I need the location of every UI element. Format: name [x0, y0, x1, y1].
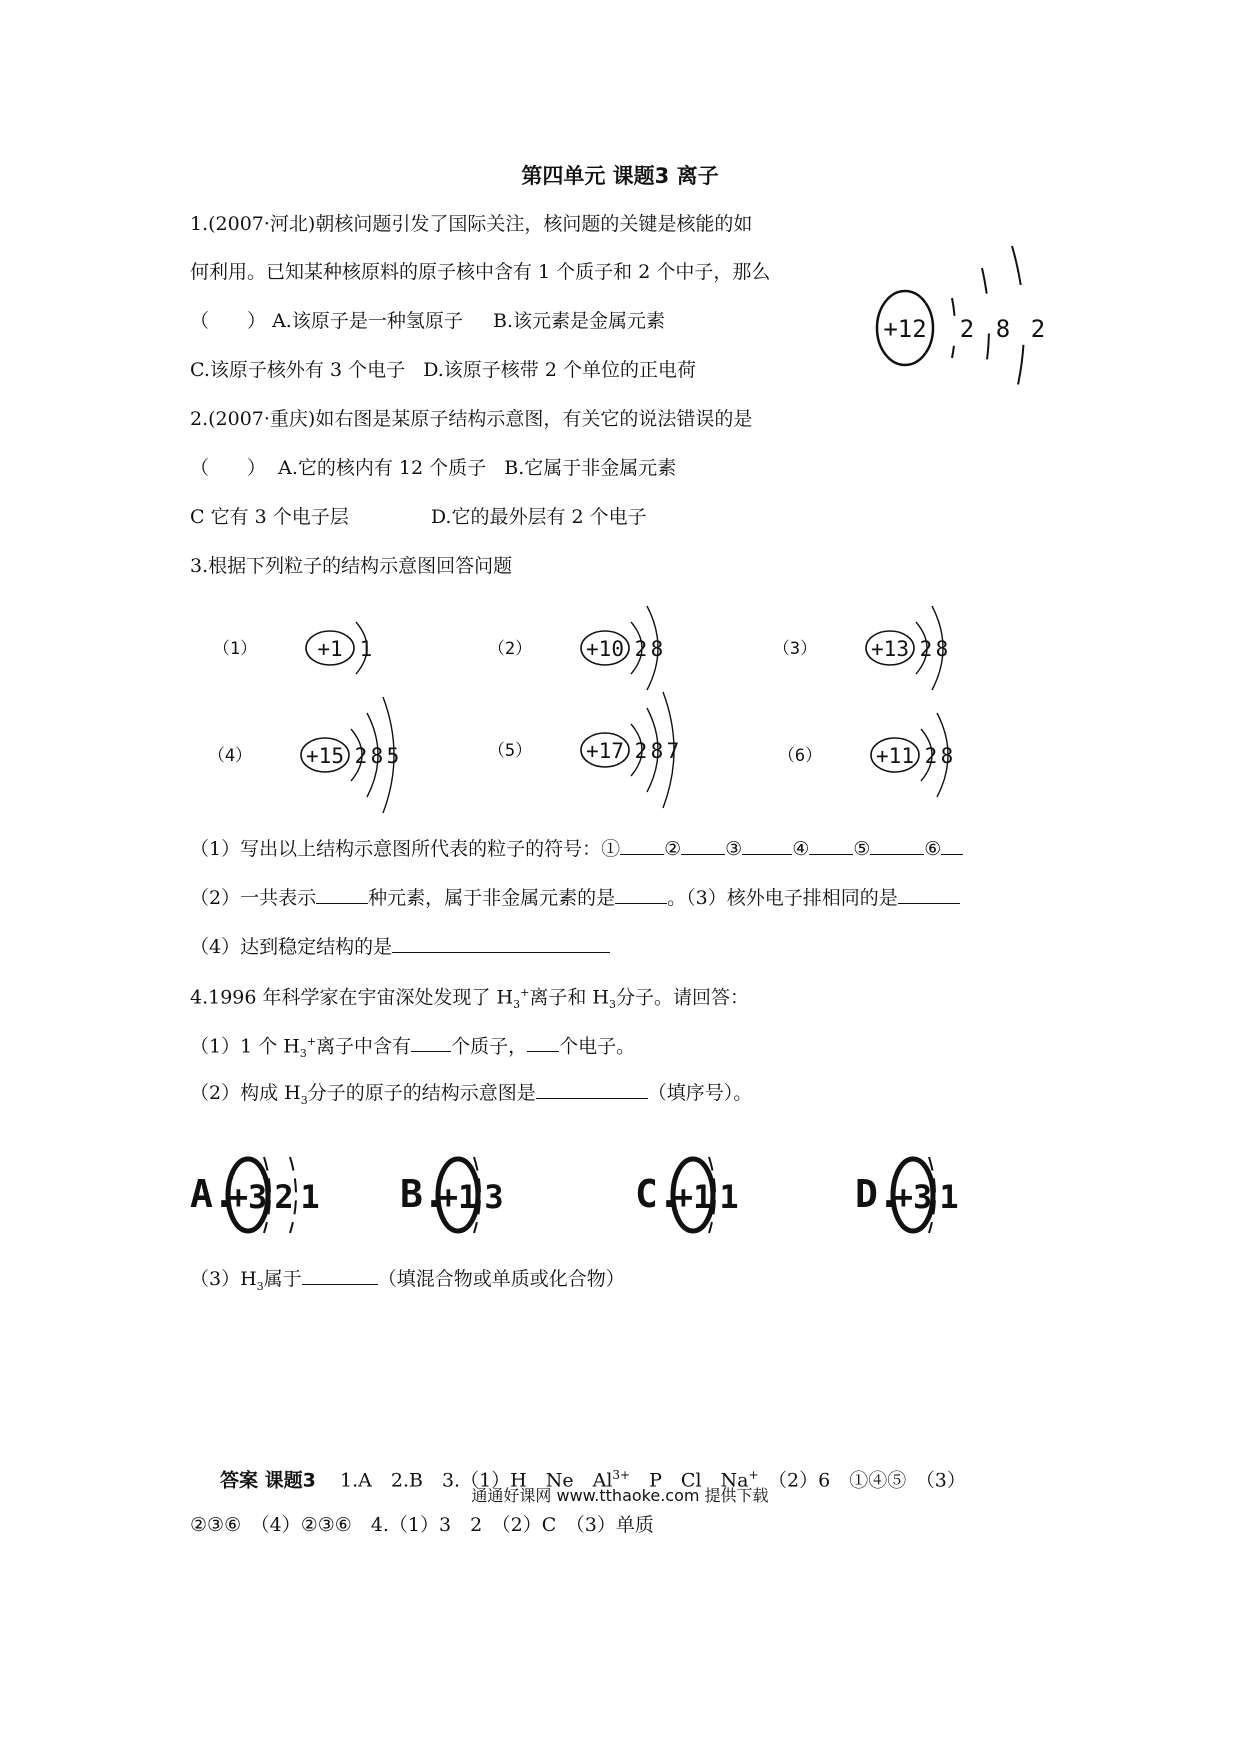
shell-arc-1: [952, 298, 955, 358]
q2-options-ab: [190, 455, 676, 481]
mark-4: ④: [792, 838, 810, 860]
sub-3: 3: [608, 998, 616, 1012]
q1-options-ab: [190, 308, 665, 334]
mark-6: ⑥: [924, 838, 942, 860]
q1-option-b: B.该元素是金属元素: [493, 310, 666, 332]
shell-3-count: 7: [666, 739, 680, 763]
q3-diagram-2: [488, 606, 663, 690]
q3-sub2-text-a: （2）一共表示: [190, 887, 317, 909]
q2-line1: 2.(2007·重庆)如右图是某原子结构示意图，有关它的说法错误的是: [190, 408, 753, 430]
blank-electrons[interactable]: [527, 1031, 559, 1052]
sub-3: 3: [256, 1279, 264, 1293]
shell-1-count: 1: [359, 637, 373, 661]
q3-sub4: [190, 932, 610, 960]
q1-option-c: C.该原子核外有 3 个电子: [190, 359, 406, 381]
q4-sub3-a: （3）H: [190, 1268, 257, 1290]
q4-sub1-d: 个电子。: [559, 1035, 636, 1058]
q4-sub2: [190, 1078, 752, 1114]
shell-2-count: 8: [650, 739, 664, 763]
shell-1-count: 2: [354, 744, 368, 768]
nucleus-charge: +10: [586, 637, 624, 661]
q4-sub1-a: （1）1 个 H: [190, 1035, 300, 1058]
q3-sub2: [190, 883, 960, 911]
q4-option-d: [855, 1157, 959, 1233]
answer-line1-b: P Cl Na: [630, 1469, 749, 1492]
shell-arc-2: [982, 268, 989, 388]
q1-options-cd: [190, 357, 696, 383]
mark-3: ③: [725, 838, 743, 860]
q4-sub1-b: 离子中含有: [316, 1035, 412, 1058]
q2-atom-diagram: [860, 240, 1060, 410]
q2-option-d: D.它的最外层有 2 个电子: [430, 506, 647, 528]
q2-options-cd: [190, 504, 647, 530]
q3-diagram-1: [213, 622, 372, 674]
q2-option-c: C 它有 3 个电子层: [190, 506, 349, 528]
q3-sub4-text: （4）达到稳定结构的是: [190, 936, 393, 958]
q4-stem-c: 分子。请回答：: [615, 986, 749, 1009]
nucleus-charge: +1: [317, 637, 343, 661]
q4-sub2-b: 分子的原子的结构示意图是: [307, 1082, 536, 1104]
shell-1-count: 1: [939, 1178, 959, 1216]
nucleus-charge: +17: [586, 739, 624, 763]
shell-1-count: 3: [484, 1178, 504, 1216]
shell-1-count: 2: [959, 315, 975, 343]
shell-1-count: 2: [274, 1178, 294, 1216]
shell-arc-3: [1012, 246, 1024, 408]
q4-sub3-b: 属于: [263, 1268, 302, 1290]
diagram-label: （2）: [487, 639, 533, 659]
sup-plus: +: [520, 986, 530, 999]
blank-classification[interactable]: [302, 1264, 378, 1285]
blank-stable[interactable]: [392, 932, 610, 953]
answer-line1-a: 1.A 2.B 3.（1）H Ne Al: [340, 1469, 613, 1492]
sub-3: 3: [299, 1047, 307, 1061]
shell-1-count: 2: [634, 739, 648, 763]
nucleus-charge: +15: [306, 744, 344, 768]
nucleus-charge: +1: [673, 1178, 713, 1216]
option-label: A.: [190, 1172, 236, 1216]
q3-sub1-text: （1）写出以上结构示意图所代表的粒子的符号：: [190, 838, 602, 860]
q4-sub3: [190, 1264, 625, 1300]
option-label: C.: [635, 1172, 681, 1216]
shell-2-count: 8: [370, 744, 384, 768]
shell-3-count: 5: [386, 744, 400, 768]
q4-stem-b: 离子和 H: [529, 986, 609, 1009]
blank-3[interactable]: [742, 834, 792, 855]
q1-line1: 1.(2007·河北)朝核问题引发了国际关注，核问题的关键是核能的如: [190, 213, 753, 235]
blank-same-arrangement[interactable]: [898, 883, 960, 904]
nucleus-charge: +11: [876, 744, 914, 768]
footer-credit: 通通好课网 www.tthaoke.com 提供下载: [471, 1486, 769, 1505]
q3-stem: 3.根据下列粒子的结构示意图回答问题: [190, 555, 513, 577]
blank-protons[interactable]: [411, 1031, 451, 1052]
nucleus-charge: +3: [228, 1178, 268, 1216]
answer-line1-c: （2）6 ①④⑤ （3）: [758, 1469, 966, 1492]
blank-5[interactable]: [870, 834, 924, 855]
option-label: B.: [400, 1172, 446, 1216]
shell-2-count: 8: [935, 637, 949, 661]
shell-1-count: 2: [634, 637, 648, 661]
diagram-label: （1）: [212, 639, 258, 659]
al-charge: 3+: [612, 1468, 631, 1482]
q4-sub3-c: （填混合物或单质或化合物）: [377, 1268, 625, 1290]
nucleus-charge: +12: [883, 315, 927, 343]
q4-sub1: [190, 1029, 635, 1067]
sub-3: 3: [300, 1093, 308, 1107]
shell-2-count: 8: [995, 315, 1011, 343]
answer-heading: 答案 课题3: [220, 1469, 316, 1492]
na-charge: +: [748, 1468, 759, 1482]
blank-6[interactable]: [941, 834, 963, 855]
q1-line2: 何利用。已知某种核原料的原子核中含有 1 个质子和 2 个中子，那么: [190, 261, 771, 283]
q2-option-a: A.它的核内有 12 个质子: [278, 457, 487, 479]
q4-stem-a: 4.1996 年科学家在宇宙深处发现了 H: [190, 986, 514, 1009]
q3-diagram-3: [773, 606, 948, 690]
shell-2-count: 8: [940, 744, 954, 768]
blank-nonmetal[interactable]: [615, 883, 667, 904]
shell-2-count: 8: [650, 637, 664, 661]
q3-sub2-text-c: 。（3）核外电子排相同的是: [667, 887, 898, 909]
q3-diagram-6: [778, 713, 953, 797]
q3-sub2-text-b: 种元素，属于非金属元素的是: [368, 887, 616, 909]
shell-1-count: 1: [719, 1178, 739, 1216]
q4-sub2-c: （填序号）。: [647, 1082, 753, 1104]
q3-diagram-5: [488, 692, 679, 808]
blank-1[interactable]: [620, 834, 664, 855]
sup-plus: +: [306, 1035, 317, 1048]
blank-2[interactable]: [681, 834, 725, 855]
q4-sub2-a: （2）构成 H: [190, 1082, 301, 1104]
shell-1-count: 2: [924, 744, 938, 768]
nucleus-charge: +1: [438, 1178, 478, 1216]
q1-option-d: D.该原子核带 2 个单位的正电荷: [423, 359, 696, 381]
shell-1-count: 2: [919, 637, 933, 661]
answer-line2: ②③⑥ （4）②③⑥ 4.（1）3 2 （2）C （3）单质: [190, 1514, 654, 1536]
diagram-label: （5）: [487, 741, 533, 761]
shell-2-count: 1: [300, 1178, 320, 1216]
option-label: D.: [855, 1172, 901, 1216]
nucleus-charge: +3: [893, 1178, 933, 1216]
q4-stem: [190, 980, 749, 1018]
blank-4[interactable]: [809, 834, 853, 855]
blank-structure[interactable]: [536, 1078, 648, 1099]
page-title: 第四单元 课题3 离子: [521, 164, 719, 188]
q2-answer-paren: （ ）: [190, 457, 267, 479]
q4-sub1-c: 个质子，: [451, 1035, 528, 1058]
q3-diagram-4: [208, 697, 399, 813]
mark-5: ⑤: [853, 838, 871, 860]
sub-3: 3: [513, 998, 521, 1012]
q4-option-b: [400, 1157, 504, 1233]
q4-option-diagrams: [190, 1135, 1050, 1255]
mark-2: ②: [664, 838, 682, 860]
q2-option-b: B.它属于非金属元素: [504, 457, 677, 479]
diagram-label: （4）: [207, 746, 253, 766]
q4-option-a: [190, 1157, 320, 1233]
q3-sub1: [190, 834, 963, 862]
blank-element-count[interactable]: [316, 883, 368, 904]
q4-option-c: [635, 1157, 739, 1233]
diagram-label: （6）: [777, 746, 823, 766]
diagram-label: （3）: [772, 639, 818, 659]
q1-answer-paren: （ ）: [190, 310, 267, 332]
nucleus-charge: +13: [871, 637, 909, 661]
q1-option-a: A.该原子是一种氢原子: [272, 310, 463, 332]
shell-3-count: 2: [1030, 315, 1046, 343]
mark-1: ①: [601, 838, 621, 860]
q3-diagram-grid: [200, 600, 1060, 800]
